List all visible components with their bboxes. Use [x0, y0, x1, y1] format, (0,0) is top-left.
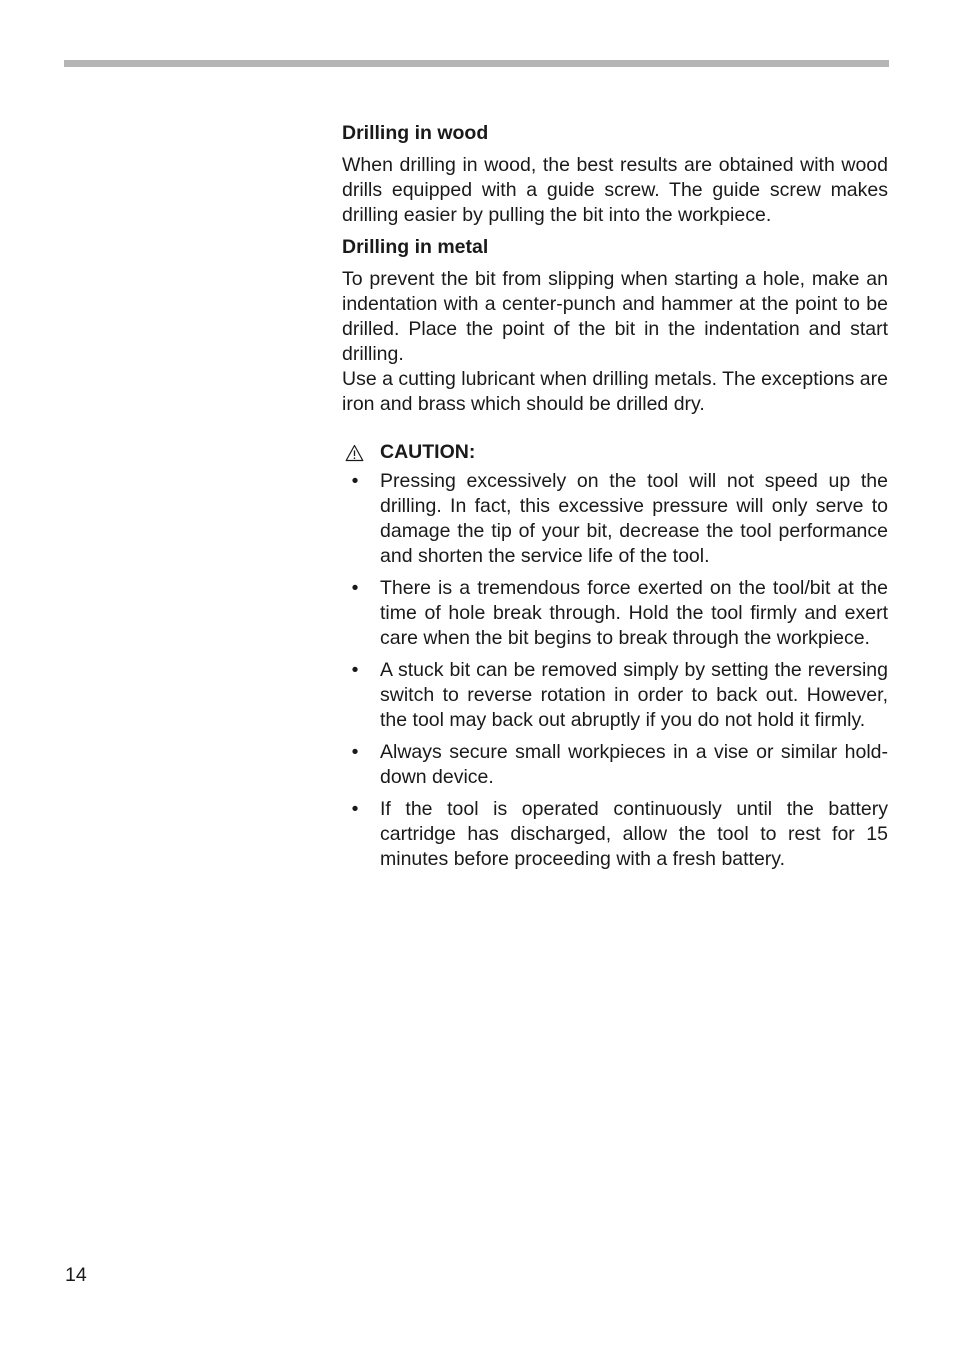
bullet-glyph: •	[351, 577, 359, 599]
section-paragraph: To prevent the bit from slipping when starting a hole, make an indentation with a center-punch and hammer at the point to be drilled. Place the point of the bit in the indentation and start drilling.	[342, 268, 888, 365]
section-heading: Drilling in wood	[342, 122, 489, 144]
section-paragraph: Use a cutting lubricant when drilling metals. The exceptions are iron and brass which should be drilled dry.	[342, 368, 888, 415]
top-rule	[64, 60, 889, 67]
list-item	[342, 797, 888, 872]
bullet-glyph: •	[351, 659, 359, 681]
list-item	[342, 658, 888, 733]
section-drilling-in-wood	[342, 121, 888, 228]
bullet-glyph: •	[351, 798, 359, 820]
caution-list	[342, 469, 888, 872]
list-item-text: A stuck bit can be removed simply by setting the reversing switch to reverse rotation in order to back out. However, the tool may back out abruptly if you do not hold it firmly.	[380, 659, 888, 731]
caution-label: CAUTION:	[380, 441, 476, 463]
list-item	[342, 576, 888, 651]
list-item-text: If the tool is operated continuously until the battery cartridge has discharged, allow the tool to rest for 15 minutes before proceeding with a fresh battery.	[380, 798, 888, 870]
page-number: 14	[65, 1264, 87, 1286]
main-content	[342, 121, 888, 879]
section-heading: Drilling in metal	[342, 236, 489, 258]
caution-heading	[342, 440, 888, 465]
bullet-glyph: •	[351, 741, 359, 763]
list-item-text: Always secure small workpieces in a vise or similar hold-down device.	[380, 741, 888, 788]
list-item-text: Pressing excessively on the tool will not speed up the drilling. In fact, this excessive pressure will only serve to damage the tip of your bit, decrease the tool performance and shorten the service life of the tool.	[380, 470, 888, 567]
bullet-glyph: •	[351, 470, 359, 492]
list-item-text: There is a tremendous force exerted on the tool/bit at the time of hole break through. Hold the tool firmly and exert care when the bit begins to break through the workpiece.	[380, 577, 888, 649]
list-item	[342, 740, 888, 790]
list-item	[342, 469, 888, 569]
section-paragraph: When drilling in wood, the best results are obtained with wood drills equipped with a guide screw. The guide screw makes drilling easier by pulling the bit into the workpiece.	[342, 154, 888, 226]
section-drilling-in-metal	[342, 235, 888, 417]
warning-triangle-icon	[345, 444, 364, 462]
